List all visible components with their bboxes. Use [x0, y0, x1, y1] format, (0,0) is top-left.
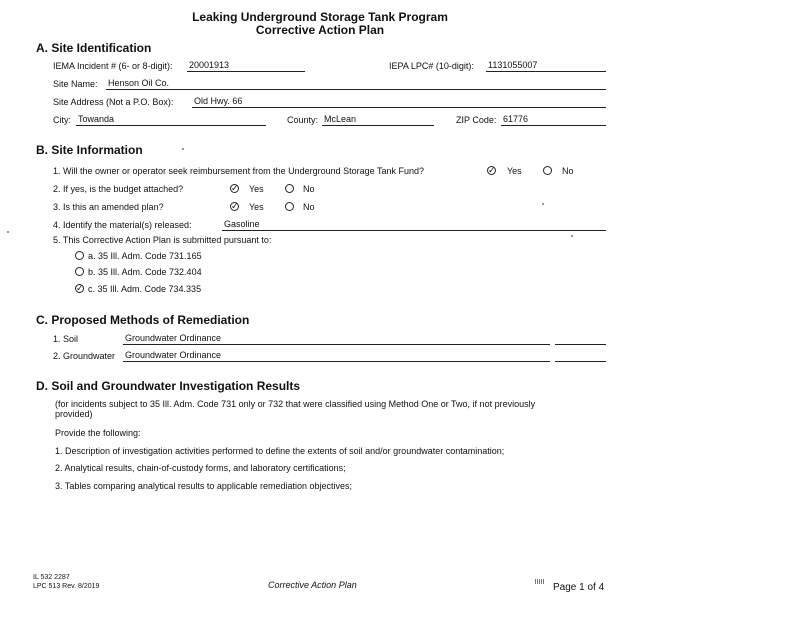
iepa-label: IEPA LPC# (10-digit):	[389, 61, 474, 71]
material-field[interactable]	[222, 219, 606, 231]
q3-no-radio[interactable]	[285, 202, 294, 211]
opt-c-label: c. 35 Ill. Adm. Code 734.335	[88, 284, 202, 294]
address-field[interactable]	[192, 96, 606, 108]
scan-speck	[542, 203, 544, 205]
q5-text: 5. This Corrective Action Plan is submitted pursuant to:	[53, 235, 272, 245]
soil-label: 1. Soil	[53, 334, 79, 344]
d-item-3: 3. Tables comparing analytical results to applicable remediation objectives;	[55, 481, 352, 491]
groundwater-field[interactable]	[123, 350, 550, 362]
page-number: Page 1 of 4	[553, 582, 605, 593]
d-item-1: 1. Description of investigation activities performed to define the extents of soil and/or groundwater contamination;	[55, 446, 505, 456]
q3-text: 3. Is this an amended plan?	[53, 202, 164, 212]
city-label: City:	[53, 115, 71, 125]
q3-yes-radio[interactable]	[230, 202, 239, 211]
form-title: Leaking Underground Storage Tank Program	[192, 10, 448, 24]
city-value: Towanda	[78, 114, 115, 124]
q1-text: 1. Will the owner or operator seek reimbursement from the Underground Storage Tank Fund?	[53, 166, 425, 176]
soil-extra-field[interactable]	[555, 333, 606, 345]
city-field[interactable]	[76, 114, 266, 126]
footer-code-1: IL 532 2287	[33, 574, 70, 581]
section-d-note-line2: provided)	[55, 409, 93, 419]
q1-no-radio[interactable]	[543, 166, 552, 175]
section-a-heading: A. Site Identification	[36, 41, 152, 55]
iepa-field[interactable]	[486, 60, 606, 72]
provide-text: Provide the following:	[55, 428, 141, 438]
iema-label: IEMA Incident # (6- or 8-digit):	[53, 61, 173, 71]
opt-b-label: b. 35 Ill. Adm. Code 732.404	[88, 267, 202, 277]
section-c-heading: C. Proposed Methods of Remediation	[36, 313, 250, 327]
soil-value: Groundwater Ordinance	[125, 333, 222, 343]
scan-mark	[535, 579, 545, 584]
form-subtitle: Corrective Action Plan	[255, 23, 385, 37]
q3-yes-label: Yes	[249, 202, 264, 212]
zip-field[interactable]	[501, 114, 606, 126]
iema-field[interactable]	[187, 60, 305, 72]
groundwater-extra-field[interactable]	[555, 350, 606, 362]
county-field[interactable]	[322, 114, 434, 126]
q3-no-label: No	[303, 202, 315, 212]
soil-field[interactable]	[123, 333, 550, 345]
d-item-2: 2. Analytical results, chain-of-custody forms, and laboratory certifications;	[55, 463, 346, 473]
section-d-heading: D. Soil and Groundwater Investigation Results	[36, 379, 301, 393]
site-name-value: Henson Oil Co.	[108, 78, 170, 88]
scan-speck	[7, 231, 9, 233]
zip-label: ZIP Code:	[456, 115, 497, 125]
address-value: Old Hwy. 66	[194, 96, 243, 106]
opt-a-label: a. 35 Ill. Adm. Code 731.165	[88, 251, 202, 261]
county-value: McLean	[324, 114, 357, 124]
q1-yes-radio[interactable]	[487, 166, 496, 175]
groundwater-value: Groundwater Ordinance	[125, 350, 222, 360]
zip-value: 61776	[503, 114, 529, 124]
iepa-value: 1131055007	[488, 60, 538, 70]
q2-yes-radio[interactable]	[230, 184, 239, 193]
address-label: Site Address (Not a P.O. Box):	[53, 97, 174, 107]
footer-title: Corrective Action Plan	[268, 580, 357, 590]
county-label: County:	[287, 115, 319, 125]
q2-no-radio[interactable]	[285, 184, 294, 193]
opt-b-radio[interactable]	[75, 267, 84, 276]
section-d-note-line1: (for incidents subject to 35 Ill. Adm. Code 731 only or 732 that were classified using Method One or Two, if not previously	[55, 399, 536, 409]
groundwater-label: 2. Groundwater	[53, 351, 116, 361]
section-b-heading: B. Site Information	[36, 143, 143, 157]
scan-speck	[571, 235, 573, 237]
q1-no-label: No	[562, 166, 574, 176]
iema-value: 20001913	[189, 60, 230, 70]
material-value: Gasoline	[224, 219, 260, 229]
q4-label: 4. Identify the material(s) released:	[53, 220, 192, 230]
opt-c-radio[interactable]	[75, 284, 84, 293]
site-name-field[interactable]	[106, 78, 606, 90]
q2-yes-label: Yes	[249, 184, 264, 194]
opt-a-radio[interactable]	[75, 251, 84, 260]
q2-no-label: No	[303, 184, 315, 194]
site-name-label: Site Name:	[53, 79, 98, 89]
scan-speck	[182, 148, 184, 150]
footer-code-2: LPC 513 Rev. 8/2019	[33, 583, 100, 590]
q1-yes-label: Yes	[507, 166, 522, 176]
q2-text: 2. If yes, is the budget attached?	[53, 184, 184, 194]
